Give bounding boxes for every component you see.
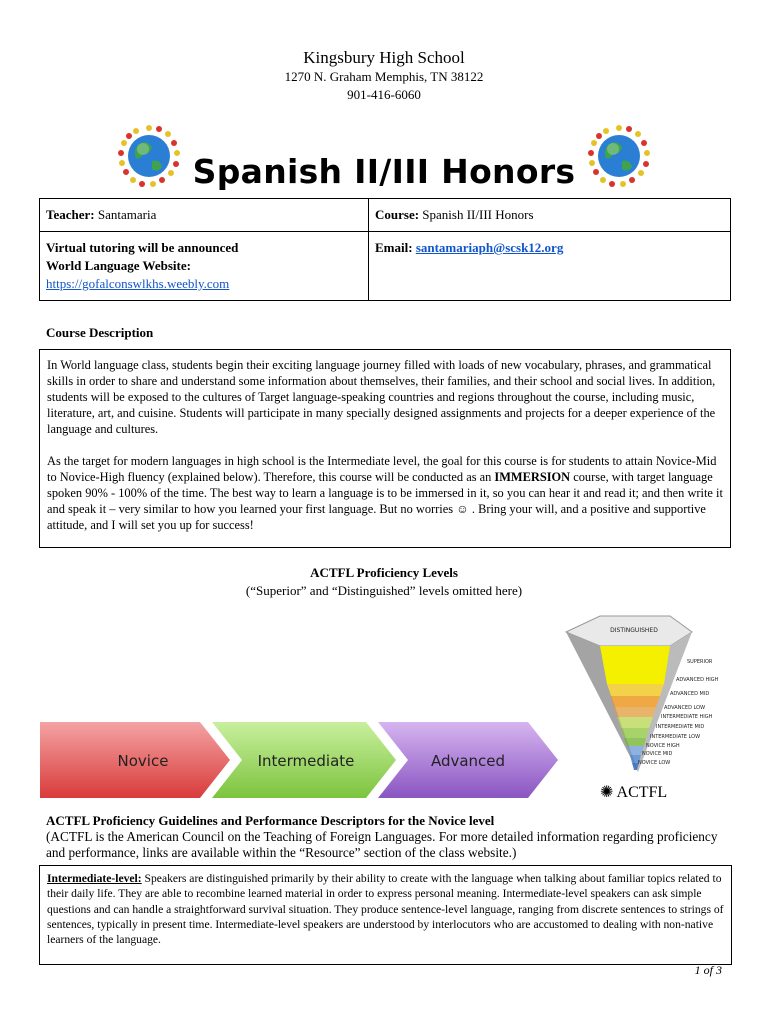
school-name: Kingsbury High School: [303, 48, 465, 67]
teacher-label: Teacher:: [46, 207, 95, 222]
email-label: Email:: [375, 240, 413, 255]
actfl-logo-text: ACTFL: [616, 784, 668, 801]
website-label: World Language Website:: [46, 258, 191, 273]
cone-label-advanced-low: ADVANCED LOW: [664, 705, 706, 711]
course-title: Spanish II/III Honors: [192, 152, 576, 191]
cone-label-advanced-mid: ADVANCED MID: [670, 691, 710, 697]
para2-part-b: course, with target language spoken 90% - 100% of the time. The best way to learn a language is to be immersed in it, so you can hear it and read it; and then write it and speak it – very similar to how you learned your first language. But no worries ☺ . Bring your will, and a positive and supportive attitude, and I will set you up for success!: [47, 470, 723, 532]
actfl-heading: ACTFL Proficiency Levels: [310, 565, 458, 580]
actfl-subheading: (“Superior” and “Distinguished” levels omitted here): [245, 583, 523, 598]
actfl-logo: [600, 782, 667, 802]
chevron-label-advanced: Advanced: [430, 752, 506, 770]
school-phone: 901-416-6060: [347, 87, 421, 102]
intermediate-text: Speakers are distinguished primarily by their ability to create with the language when talking about familiar topics related to their daily life. They are able to recombine learned material in order to express personal meaning. Intermediate-level speakers can ask simple questions and can handle a straightforward survival situation. They produce sentence-level language, ranging from discrete sentences to strings of sentences, typically in present time. Intermediate-level speakers are understood by interlocutors who are accustomed to dealing with non-native learners of the language.: [47, 872, 724, 947]
description-paragraph-1: In World language class, students begin their exciting language journey filled with loads of new vocabulary, phrases, and grammatical skills in order to share and understand some information about themselves, their families, and their school and social lives. In addition, students will be exposed to the cultures of Target language-speaking countries and regions throughout the course, including music, literature, art, and cuisine. Students will participate in many specially designed assignments and projects for a deeper experience of the language and cultures.: [47, 358, 716, 436]
email-cell: [369, 232, 731, 301]
chevron-label-intermediate: Intermediate: [257, 752, 355, 770]
cone-label-novice-mid: NOVICE MID: [642, 751, 673, 757]
guidelines-paragraph: (ACTFL is the American Council on the Teaching of Foreign Languages. For more detailed information regarding proficiency and performance, links are available within the “Resource” section of the class website.): [46, 829, 718, 860]
course-cell: [369, 199, 731, 232]
actfl-logo-icon: ✺: [600, 784, 614, 801]
cone-label-novice-low: NOVICE LOW: [638, 760, 671, 766]
cone-label-intermediate-high: INTERMEDIATE HIGH: [661, 714, 713, 720]
info-table: [39, 198, 731, 301]
school-address: 1270 N. Graham Memphis, TN 38122: [284, 69, 484, 84]
website-link[interactable]: https://gofalconswlkhs.weebly.com: [46, 276, 230, 291]
proficiency-chevrons: [40, 720, 560, 800]
teacher-cell: [40, 199, 369, 232]
intermediate-label: Intermediate-level:: [47, 872, 142, 885]
tutoring-note: Virtual tutoring will be announced: [46, 240, 239, 255]
cone-label-intermediate-mid: INTERMEDIATE MID: [656, 724, 705, 730]
cone-label-superior: SUPERIOR: [687, 659, 713, 665]
intermediate-level-box: [39, 865, 732, 965]
teacher-value: Santamaria: [97, 207, 157, 222]
para2-part-a: As the target for modern languages in high school is the Intermediate level, the goal for this course is for students to attain Novice-Mid to Novice-High fluency (explained below). Therefore, this course will be conducted as an: [47, 454, 717, 484]
course-description-heading: Course Description: [46, 325, 154, 340]
cone-label-intermediate-low: INTERMEDIATE LOW: [650, 734, 701, 740]
guidelines-heading: ACTFL Proficiency Guidelines and Performance Descriptors for the Novice level: [46, 813, 495, 828]
proficiency-cone: [560, 614, 730, 779]
immersion-text: IMMERSION: [494, 470, 571, 484]
tutoring-cell: [40, 232, 369, 301]
course-description-box: [39, 349, 731, 548]
course-value: Spanish II/III Honors: [422, 207, 534, 222]
cone-label-advanced-high: ADVANCED HIGH: [676, 677, 719, 683]
page-number: 1 of 3: [694, 963, 722, 977]
email-link[interactable]: santamariaph@scsk12.org: [415, 240, 564, 255]
cone-label-distinguished: DISTINGUISHED: [610, 627, 658, 634]
course-label: Course:: [375, 207, 420, 222]
chevron-label-novice: Novice: [117, 752, 169, 770]
cone-label-novice-high: NOVICE HIGH: [646, 743, 680, 749]
description-paragraph-2: [47, 453, 723, 533]
